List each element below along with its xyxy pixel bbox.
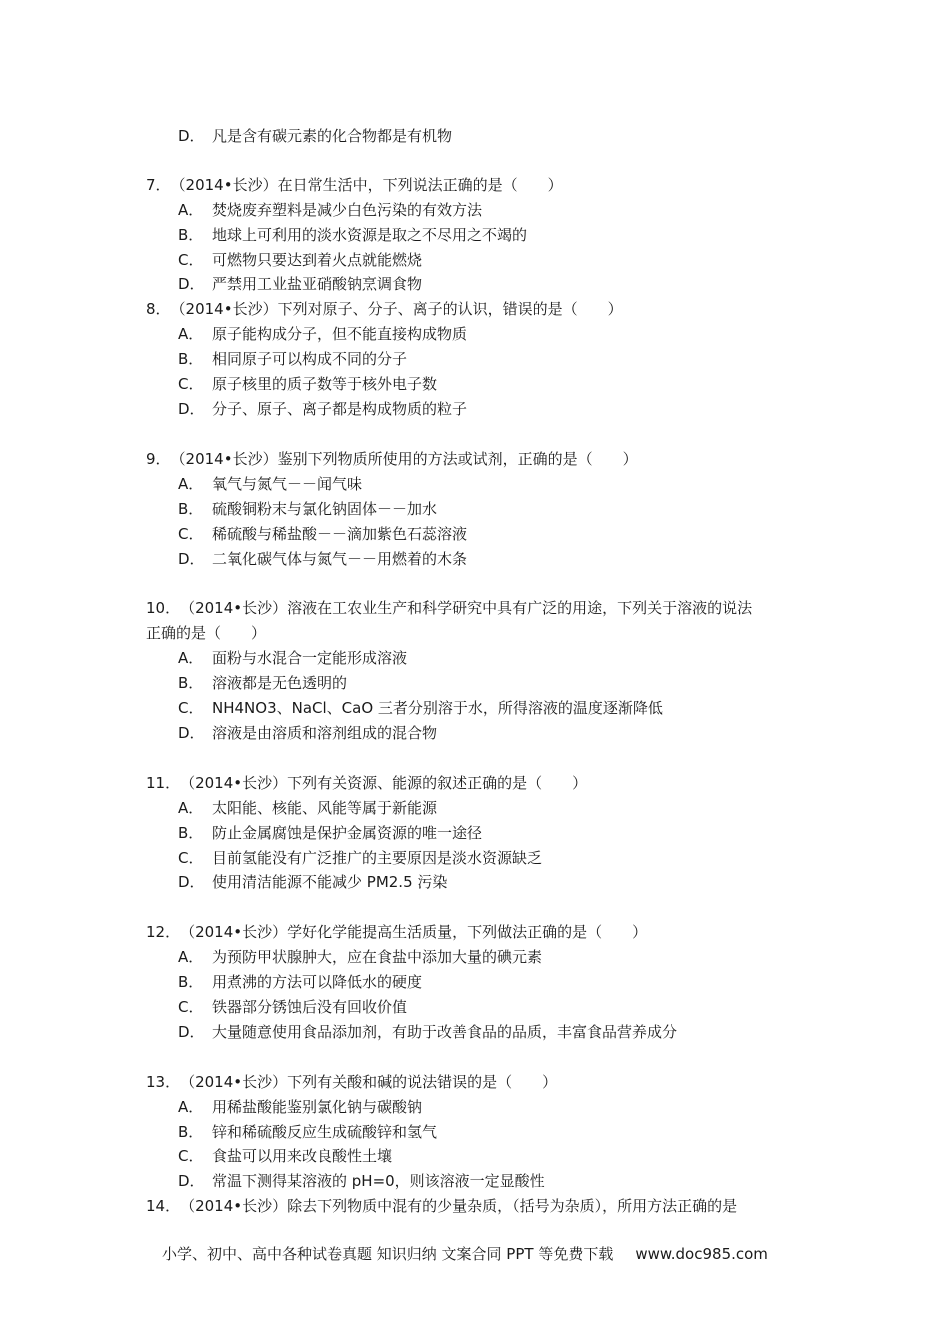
option-b: B． 相同原子可以构成不同的分子 <box>178 350 408 368</box>
option-b: B． 锌和稀硫酸反应生成硫酸锌和氢气 <box>178 1123 438 1141</box>
option-b: B． 用煮沸的方法可以降低水的硬度 <box>178 973 423 991</box>
option-d: D． 分子、原子、离子都是构成物质的粒子 <box>178 400 468 418</box>
option-a: A． 太阳能、核能、风能等属于新能源 <box>178 799 438 817</box>
option-d: D． 溶液是由溶质和溶剂组成的混合物 <box>178 724 438 742</box>
question-7: 7．（2014•长沙）在日常生活中，下列说法正确的是（ ） <box>146 176 563 194</box>
footer-text: 小学、初中、高中各种试卷真题 知识归纳 文案合同 PPT 等免费下载 <box>162 1245 614 1263</box>
option-c: C． 可燃物只要达到着火点就能燃烧 <box>178 251 423 269</box>
question-8: 8．（2014•长沙）下列对原子、分子、离子的认识，错误的是（ ） <box>146 300 623 318</box>
option-c: C． 食盐可以用来改良酸性土壤 <box>178 1147 393 1165</box>
option-a: A． 原子能构成分子，但不能直接构成物质 <box>178 325 468 343</box>
option-a: A． 氧气与氮气－－闻气味 <box>178 475 363 493</box>
option-c: C． 稀硫酸与稀盐酸－－滴加紫色石蕊溶液 <box>178 525 468 543</box>
question-14: 14．（2014•长沙）除去下列物质中混有的少量杂质，（括号为杂质），所用方法正确的是 <box>146 1197 738 1215</box>
option-d: D． 大量随意使用食品添加剂，有助于改善食品的品质，丰富食品营养成分 <box>178 1023 678 1041</box>
question-10: 10．（2014•长沙）溶液在工农业生产和科学研究中具有广泛的用途，下列关于溶液的说法 <box>146 599 753 617</box>
option-b: B． 防止金属腐蚀是保护金属资源的唯一途径 <box>178 824 483 842</box>
question-9: 9．（2014•长沙）鉴别下列物质所使用的方法或试剂，正确的是（ ） <box>146 450 638 468</box>
option-d: D． 凡是含有碳元素的化合物都是有机物 <box>178 127 453 145</box>
page-footer <box>162 1244 768 1264</box>
option-b: B． 地球上可利用的淡水资源是取之不尽用之不竭的 <box>178 226 528 244</box>
option-c: C． 目前氢能没有广泛推广的主要原因是淡水资源缺乏 <box>178 849 543 867</box>
option-a: A． 用稀盐酸能鉴别氯化钠与碳酸钠 <box>178 1098 423 1116</box>
option-c: C． 原子核里的质子数等于核外电子数 <box>178 375 438 393</box>
option-b: B． 溶液都是无色透明的 <box>178 674 348 692</box>
option-d: D． 使用清洁能源不能减少 PM2.5 污染 <box>178 873 448 891</box>
question-12: 12．（2014•长沙）学好化学能提高生活质量，下列做法正确的是（ ） <box>146 923 648 941</box>
option-a: A． 为预防甲状腺肿大，应在食盐中添加大量的碘元素 <box>178 948 543 966</box>
option-a: A． 焚烧废弃塑料是减少白色污染的有效方法 <box>178 201 483 219</box>
option-a: A． 面粉与水混合一定能形成溶液 <box>178 649 408 667</box>
option-c: C． NH4NO3、NaCl、CaO 三者分别溶于水，所得溶液的温度逐渐降低 <box>178 699 663 717</box>
question-10-continued: 正确的是（ ） <box>146 624 267 642</box>
footer-url-link[interactable]: www.doc985.com <box>635 1245 768 1263</box>
question-11: 11．（2014•长沙）下列有关资源、能源的叙述正确的是（ ） <box>146 774 588 792</box>
option-d: D． 常温下测得某溶液的 pH=0，则该溶液一定显酸性 <box>178 1172 545 1190</box>
option-b: B． 硫酸铜粉末与氯化钠固体－－加水 <box>178 500 438 518</box>
option-c: C． 铁器部分锈蚀后没有回收价值 <box>178 998 408 1016</box>
option-d: D． 二氧化碳气体与氮气－－用燃着的木条 <box>178 550 468 568</box>
option-d: D． 严禁用工业盐亚硝酸钠烹调食物 <box>178 275 423 293</box>
question-13: 13．（2014•长沙）下列有关酸和碱的说法错误的是（ ） <box>146 1073 558 1091</box>
